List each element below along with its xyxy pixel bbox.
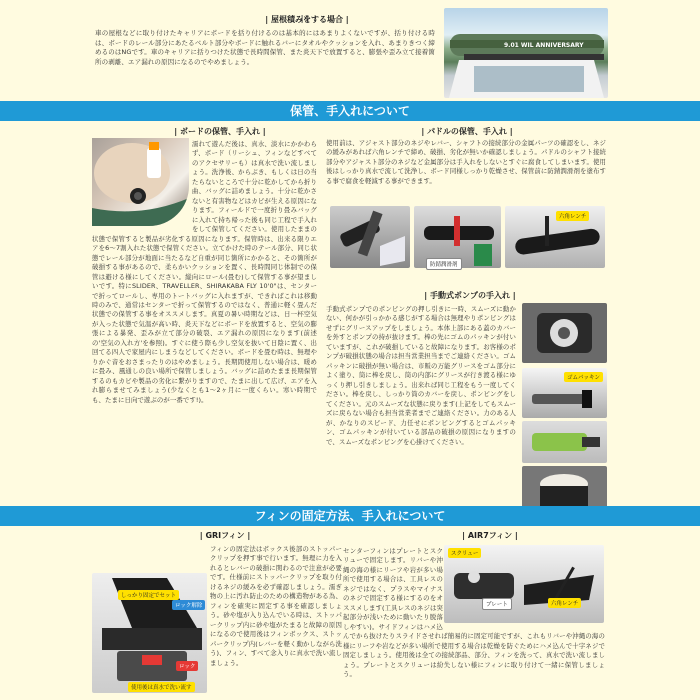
paddle-photo-3 [505,206,605,268]
air7-text: センターフィンはプレートとスクリューで固定します。リバーや沖縄の海の様にリーフや岩が多い場所で使用する場合は、工具レスのネジではなく、プラスやマイナスのネジで固定する様にするのをオススメします(工具レスのネジは突起部分が浅いために動いたり脱落しやすい)。サイドフィンはハメ込んでから抜けたりスライドさせれば簡易的に固定可能ですが、これもリバーや沖縄の海の様にリーフや岩などが多い場所で使用する場合は乾燥を防ぐためにハメ込んで十字ネジで固定しましょう。使用後は全ての接続部品、部分、フィンを洗って、真水で洗い流しましょう。プレートとスクリューは紛失しない様にフィンに取り付けて一緒に保管しましょう。 [343,547,605,679]
roof-text: 車の屋根などに取り付けたキャリアにボードを括り付けるのは基本的にはあまりよくないですが、括り付ける時は、ボードのレール部分にあたるベルト部分やボードに触れるバーにタオルやクッションを入れ、あまりきつく締めるのはNGです。車のキャリアに括りつけた状態で長時間保管、また炎天下で放置すると、膨張や歪み立て接着箇所の剥離、エア漏れの原因になるのでやめましょう。 [95,29,435,66]
gri-lock-set-label: しっかり固定でセット [118,590,179,600]
board-text: 濡れて遊んだ後は、真水、淡水にかかわらず、ボード（リーシュ、フィンなどすべてのアクセサリーも）は真水で洗い流しましょう。洗浄後、からぶき、もしくは日の当たらないところで十分に乾かしてから折り曲、バッグに詰めましょう。十分に乾かさないと有害物などはカビが生える原因になります。フィールドで一度折り畳みバッグに入れて持ち帰った後も同じ工程で手入れをして保管してください。使用したままの状態で保管すると製品が劣化する原因になります。保管時は、出来る限りエアを6〜7割入れた状態で保管ください。立てかけた時のテール部分、同じ状態でレール部分が地面に当たるなど自重が同じ箇所にかかると、その箇所が破損する事があるので、柔らかいクッションを置く、長時間同じ体制での保管は避ける様にしてください。縦向にロール(畳む)して保管する事が望ましいです。特にSLIDER、TRAVELLER、SHIRAKABA FLY 10'0"は、センターで折ってロールし、専用のトートバッグに入れますが、できればこれは移動時のみで、通常はセンターで折って保管するのではなく、普通に軽く畳んだ状態での保管する事をオススメします。真夏の暑い時期などは、日一杯空気が入った状態で気温が高い時、炎天下などにボードを放置すると、空気の膨張による暴発、歪みが立て部分の破裂、エア漏れの原因になります(前述の'空気の入れ方'を参照)。すぐに使う際も少し空気を抜いて日陰に置く、出回てる四人で家屋内にしまうなどしてください。ボードを畳む時は、無理やりかぐ音をおさまったりのはやめましょう。長期間使用しない場合は、暖めに畳み、風通しの良い場所で保管しましょう。バッグに詰めたまま長期保管するのもカビや製品の劣化に繋がりますので、たまに出して広げ、エアを入れ膨らませてみましょう(少なくとも1〜2ヶ月に一度くらい。寒い時期でも、たまに日向で遊ぶのが一番です!)。 [92,140,317,404]
gri-lock-label: ロック [176,661,198,671]
gri-after-use-label: 使用後は真水で洗い流す [128,682,195,692]
pump-photo-3 [522,421,607,463]
pump-gasket-label: ゴムパッキン [564,372,603,382]
storage-section-header: 保管、手入れについて [0,101,700,121]
roof-car-photo [444,8,608,98]
paddle-hex-label: 六角レンチ [556,211,589,221]
air7-heading: | AIR7フィン | [462,531,518,540]
board-caption: 9.01 WIL ANNIVERSARY [504,42,584,49]
gri-heading: | GRIフィン | [199,531,251,540]
air7-screw-label: スクリュー [448,548,481,558]
paddle-heading: | パドルの保管、手入れ | [421,127,513,136]
gri-unlock-label: ロック解除 [172,600,205,610]
pump-photo-1 [522,303,607,363]
board-heading: | ボードの保管、手入れ | [174,127,266,136]
pump-heading: | 手動式ポンプの手入れ | [424,291,516,300]
paddle-spray-label: 防錆潤滑剤 [426,258,462,270]
air7-plate-label: プレート [482,598,512,610]
fin-section-header: フィンの固定方法、手入れについて [0,506,700,526]
pump-text: 手動式ポンプでのポンピングの押し引きに一時、スムーズに動かない、何かが引っかかる感じがする場合は無理やりポンピングはせずにグリースアップをしましょう。本体上部にある蓋のカバーを外すとポンプの持が抜けます。棒の先にゴムのパッキンが付いていますが、これが破損していると故障になります。お客様のポンプが破損状態の場合は担当営業担当までご連絡ください。ゴムパッキンに破損が無い場合は、市販の万能グリースをゴム部分によく塗り、筒に棒を戻し、筒の内部にグリースが行き渡る様にゆっくり押し引きしましょう。出来れば同じ工程をもう一度してください。棒を戻し、しっかり筒のカバーを戻し、ポンピングをしてください。元のスムーズな状態に戻ります(上記をしてもスムーズに戻らない場合も担当営業者までご連絡ください。力のある人が、かなりのスピード、力任せにポンピングするとゴムパッキン、ゴムパッキンが付いている部品の破損の原因になりますので、スムーズなポンピングを心掛けてください。 [326,305,516,446]
paddle-photo-1 [330,206,410,268]
roof-heading-text: | 屋根積みをする場合 | [265,15,349,24]
paddle-text: 使用前は、アジャスト部分のネジやレバー、シャフトの接続部分の金属パーツの確認をし、ネジの緩みがあれば六角レンチで締め、破損、劣化が無いか確認しましょう。パドルのシャフト接続部分やアジャスト部分のネジなど金属部分は手入れをしないとすぐに腐食してしまいます。使用後はしっかり真水で流して洗浄し、ボード同様しっかり乾燥させ、保管前に防錆潤滑剤を塗布する事で腐食を軽減する事ができます。 [326,139,606,185]
air7-hex-label: 六角レンチ [548,598,581,608]
gri-text: フィンの固定法はボックス後部のストッパークリップを押す事で行います。無理に力を入れるとレバーの破損に関わるので注意が必要です。仕様前にストッパークリップを取り付けるネジの緩みを必ず確認しましょう。濡ぎ物の上に汚れ防止のための構造物がある為、フィンを確実に固定する事を確認しましょう。砂や塩が入り込んでいる時は、ストッパークリップ内に砂や塩がたまると故障の原因になるので使用後はフィンボックス、ストッパークリップ内(レバーを軽く動かしながら洗う)、フィン、すべて念入りに真水で洗い流しましょう。 [210,545,342,667]
